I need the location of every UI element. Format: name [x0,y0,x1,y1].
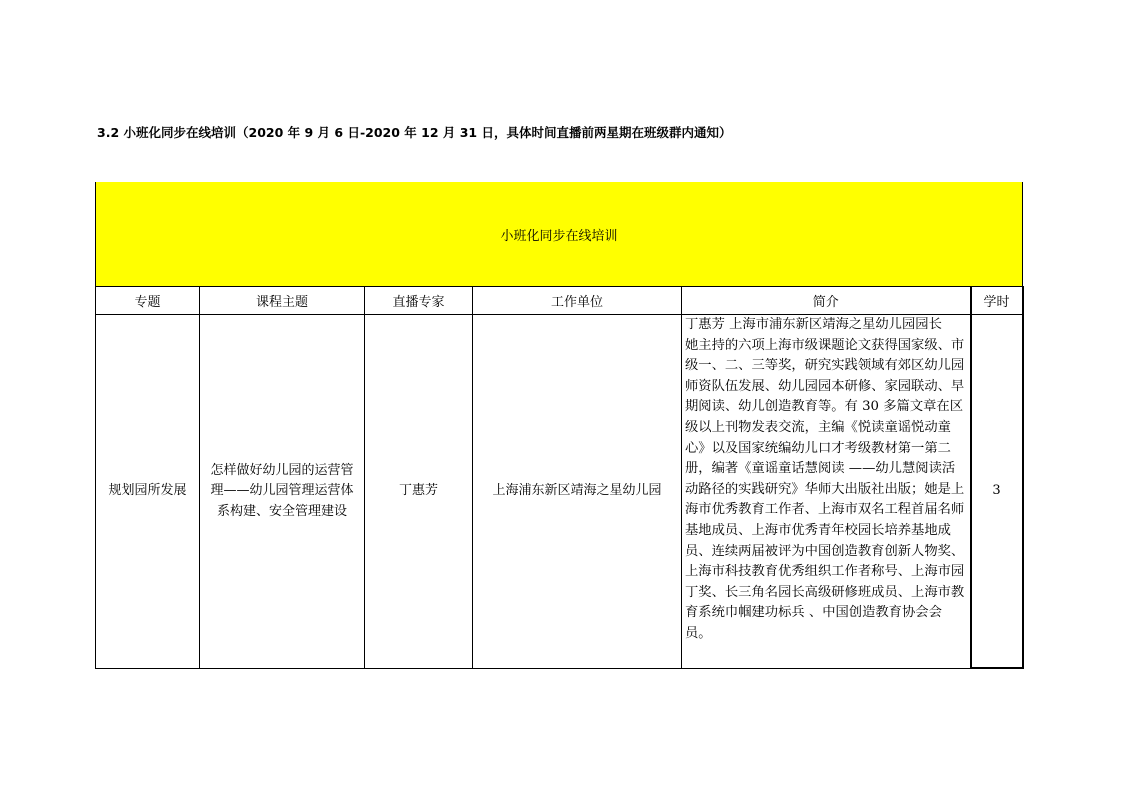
table-row [96,315,1023,669]
header-expert: 直播专家 [365,287,473,315]
cell-unit: 上海浦东新区靖海之星幼儿园 [473,315,682,669]
header-unit: 工作单位 [473,287,682,315]
header-topic: 专题 [96,287,200,315]
header-course: 课程主题 [200,287,365,315]
cell-intro: 丁惠芳 上海市浦东新区靖海之星幼儿园园长 她主持的六项上海市级课题论文获得国家级、市级一、二、三等奖，研究实践领域有郊区幼儿园师资队伍发展、幼儿园园本研修、家园联动、早期阅读、幼儿创造教育等。有 30 多篇文章在区级以上刊物发表交流，主编《悦读童谣悦动童心》以及国家统编幼儿口才考级教材第一第二册，编著《童谣童话慧阅读 ——幼儿慧阅读活动路径的实践研究》华师大出版社出版；她是上海市优秀教育工作者、上海市双名工程首届名师基地成员、上海市优秀青年校园长培养基地成员、连续两届被评为中国创造教育创新人物奖、上海市科技教育优秀组织工作者称号、上海市园丁奖、长三角名园长高级研修班成员、上海市教育系统巾帼建功标兵 、中国创造教育协会会员。 [682,315,971,669]
table-header-row [96,287,1023,315]
cell-hours: 3 [971,315,1023,669]
section-heading: 3.2 小班化同步在线培训（2020 年 9 月 6 日-2020 年 12 月 31 日，具体时间直播前两星期在班级群内通知） [97,125,732,140]
cell-expert: 丁惠芳 [365,315,473,669]
training-table [95,182,1024,669]
cell-topic: 规划园所发展 [96,315,200,669]
cell-course: 怎样做好幼儿园的运营管理——幼儿园管理运营体系构建、安全管理建设 [200,315,365,669]
header-intro: 简介 [682,287,971,315]
table-title: 小班化同步在线培训 [96,182,1023,287]
header-hours: 学时 [971,287,1023,315]
